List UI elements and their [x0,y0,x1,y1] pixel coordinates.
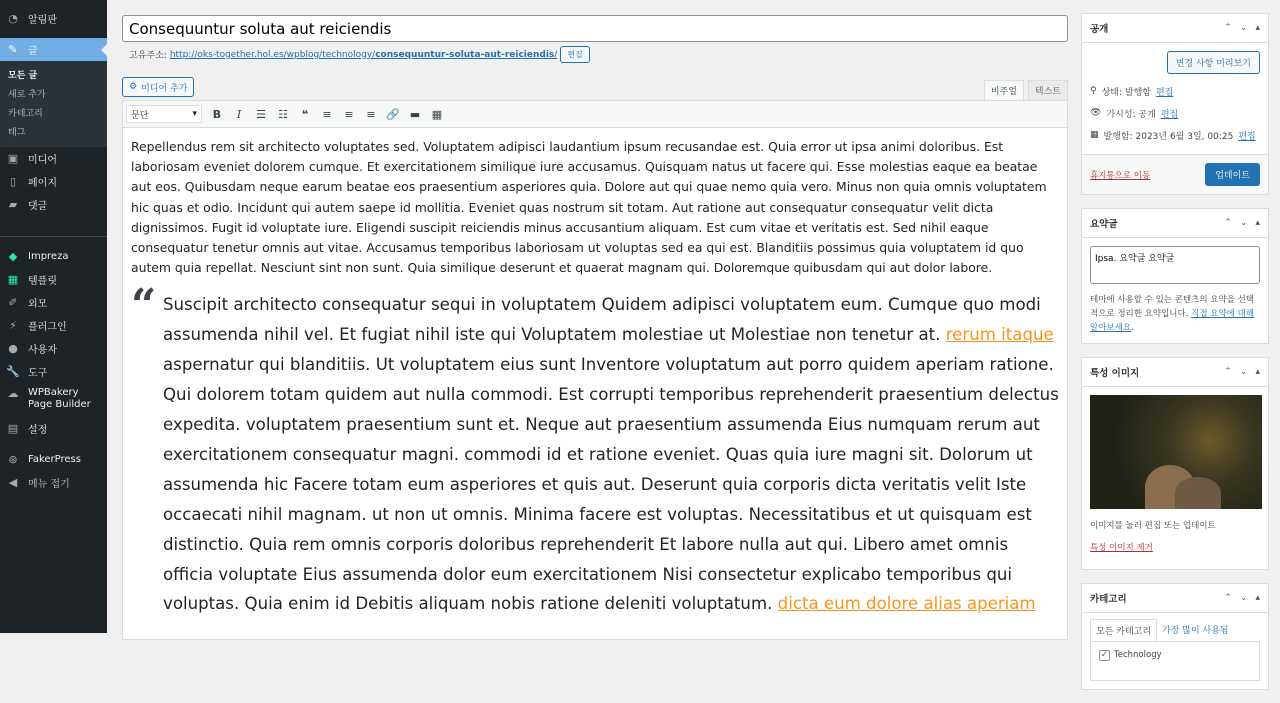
calendar-icon: ▦ [1090,130,1099,140]
submenu-all-posts[interactable]: 모든 글 [8,71,38,81]
comment-icon: ▰ [8,198,18,211]
eye-icon: 👁 [1090,108,1102,118]
media-icon: ⚙ [129,82,138,92]
post-sidebar [1081,13,1269,703]
post-content-editor[interactable] [122,100,1068,640]
read-more-icon[interactable]: ▬ [409,107,421,121]
template-icon: ▦ [7,273,19,286]
sidebar-item-plugins[interactable]: ⚡ 플러그인 [0,314,107,337]
tab-most-used[interactable]: 가장 많이 사용됨 [1162,626,1229,636]
pin-icon: ✎ [8,43,18,56]
permalink: 고유주소: http://oks-together.hol.es/wpblog/technology/consequuntur-soluta-aut-reiciendis/ 편집 [129,46,590,63]
pin-icon: ⚲ [1090,86,1097,96]
content-link[interactable]: dicta eum dolore alias aperiam [777,594,1036,614]
edit-date-link[interactable]: 편집 [1238,131,1256,142]
featured-image[interactable] [1090,395,1262,509]
sidebar-item-settings[interactable]: ▤ 설정 [7,422,48,436]
toggle-icon[interactable]: ▴ [1255,218,1260,228]
submenu-tags[interactable]: 태그 [8,128,26,138]
media-icon: ▣ [7,152,19,165]
publish-box: 공개 ⌃ ⌄ ▴ 변경 사항 미리보기 ⚲ 상태: 발행함 편집 👁 가시성: 공개 편집 ▦ 발행함: 2023년 6월 3일, 00:25 편집 휴지통으로 이동 업데이트 [1081,13,1269,195]
featured-image-hint: 이미지를 눌러 편집 또는 업데이트 [1090,521,1216,531]
wrench-icon: 🔧 [6,365,20,378]
edit-status-link[interactable]: 편집 [1155,87,1174,98]
brush-icon: ✐ [8,296,18,309]
align-center-icon[interactable]: ≡ [344,107,354,121]
link-icon[interactable]: 🔗 [386,107,400,121]
update-button[interactable]: 업데이트 [1205,163,1260,186]
move-down-icon[interactable]: ⌄ [1239,218,1248,228]
sidebar-item-templates[interactable]: ▦ 템플릿 [7,273,57,287]
content-link[interactable]: rerum itaque [945,325,1054,345]
toggle-icon[interactable]: ▴ [1255,593,1260,603]
categories-box: 카테고리 ⌃ ⌄ ▴ 모든 카테고리 가장 많이 사용됨 ✓ Technology [1081,583,1269,690]
align-left-icon[interactable]: ≡ [322,107,332,121]
cloud-icon: ☁ [7,387,19,400]
sidebar-item-pages[interactable]: ▯ 페이지 [0,170,107,193]
sidebar-item-appearance[interactable]: ✐ 외모 [0,291,107,314]
content-paragraph: Repellendus rem sit architecto voluptates sed. Voluptatem adipisci laudantium ipsum recusandae est. Quia error ut ipsa animi doloribus. Est laboriosam eveniet dolorem cumque. Et exercitationem similique iure accusamus. Quisquam natus ut facere qui. Esse molestias eaque ea beatae aut eos. Quibusdam neque earum beatae eos praesentium asperiores quia. Dolore aut qui quae nemo quia vero. Minus non quia omnis voluptatem hic quas et odio. Incidunt qui autem saepe id mollitia. Eveniet quas nostrum sit totam. Aut ratione aut consequatur consequatur velit dicta dignissimos. Fugit id voluptate iure. Eligendi suscipit reiciendis minus accusantium aliquam. Est cum vitae et veritatis est. Sed nihil eaque consequatur tenetur omnis aut vitae. Accusamus temporibus laboriosam ut voluptas sed ea qui est. Blanditiis possimus quia voluptatem id quo autem quia repellat. Nesciunt sint non sunt. Quia similique deserunt et quaerat magnam qui. Doloremque quibusdam qui aut dolor labore. [131,139,1047,276]
excerpt-help-link[interactable]: 직접 요약에 대해 알아보세요 [1090,309,1255,333]
remove-featured-image-link[interactable]: 특성 이미지 제거 [1090,543,1153,553]
move-up-icon[interactable]: ⌃ [1224,367,1232,377]
add-media-button[interactable]: ⚙ 미디어 추가 [122,77,194,97]
sidebar-item-wpbakery[interactable]: ☁ WPBakery Page Builder [7,387,91,410]
sidebar-item-comments[interactable]: ▰ 댓글 [0,193,107,216]
plugin-icon: ⚡ [9,319,17,332]
editor-toolbar [123,101,1067,128]
move-down-icon[interactable]: ⌄ [1239,593,1248,603]
preview-changes-button[interactable]: 변경 사항 미리보기 [1167,51,1260,74]
edit-visibility-link[interactable]: 편집 [1160,109,1179,120]
align-right-icon[interactable]: ≡ [366,107,376,121]
sidebar-item-media[interactable]: ▣ 미디어 [7,152,57,166]
sidebar-item-tools[interactable]: 🔧 도구 [6,365,48,379]
accessibility-icon: ⊛ [8,453,18,466]
quote-icon: “ [131,280,157,332]
blockquote-icon[interactable]: ❝ [301,107,309,121]
tab-visual[interactable]: 비주얼 [984,80,1024,100]
format-select[interactable]: 문단 ▾ [126,105,202,123]
italic-icon[interactable]: I [236,107,242,121]
posts-submenu [0,61,107,147]
divider [0,236,107,237]
sidebar-item-posts[interactable]: ✎ 글 [0,38,107,61]
excerpt-box: 요약글 ⌃ ⌄ ▴ Ipsa. 요약글 요약글 테마에 사용할 수 있는 콘텐츠의 요약을 선택적으로 정리한 요약입니다. 직접 요약에 대해 알아보세요. [1081,208,1269,344]
collapse-menu-button[interactable]: ◀ 메뉴 접기 [0,471,107,494]
caret-down-icon: ▾ [192,109,197,119]
settings-icon: ▤ [7,422,19,435]
numbered-list-icon[interactable]: ☷ [278,107,288,121]
user-icon: ● [8,342,18,355]
permalink-edit-button[interactable]: 편집 [560,46,589,63]
toolbar-toggle-icon[interactable]: ▦ [431,107,443,121]
bullet-list-icon[interactable]: ☰ [256,107,266,121]
submenu-add-new[interactable]: 새로 추가 [8,90,46,100]
category-checkbox[interactable]: ✓ [1100,650,1109,660]
sidebar-item-impreza[interactable]: ◆ Impreza [0,245,107,268]
toggle-icon[interactable]: ▴ [1255,367,1260,377]
move-down-icon[interactable]: ⌄ [1239,23,1248,33]
sidebar-item-users[interactable]: ● 사용자 [0,337,107,360]
blockquote: “ Suscipit architecto consequatur sequi in voluptatem Quidem adipisci voluptatem eum. Cumque quo modi assumenda nihil vel. Et fugiat nihil iste qui Voluptatem molestiae ut Molestiae non tenetur at. rerum itaque aspernatur qui blanditiis. Ut voluptatem eius sunt Inventore voluptatum aut porro quidem aperiam ratione. Qui dolorem totam quidem aut nulla commodi. Est corrupti temporibus reprehenderit praesentium delectus expedita. voluptatem praesentium sunt et. Neque aut praesentium assumenda Eius numquam rerum aut exercitationem consequatur magni. commodi id et ratione eveniet. Quas quia iure magni sit. Dolorum ut assumenda hic Facere totam eum asperiores et quis aut. Deserunt quia corporis dicta veritatis velit Iste occaecati nihil magnam. ut non ut omnis. Minima facere est voluptas. Necessitatibus et ut quisquam est distinctio. Quia rem omnis corporis doloribus reprehenderit Et labore nulla aut qui. Libero amet omnis officia voluptate Eius assumenda dolor eum exercitationem Nisi consectetur explicabo temporibus qui voluptas. Quia enim id Debitis aliquam nobis ratione deleniti voluptatum. dicta eum dolore alias aperiam [131,280,1059,614]
sidebar-item-fakerpress[interactable]: ⊛ FakerPress [0,448,107,471]
collapse-icon: ◀ [8,476,18,489]
featured-image-box: 특성 이미지 ⌃ ⌄ ▴ 이미지를 눌러 편집 또는 업데이트 특성 이미지 제거 [1081,357,1269,570]
move-up-icon[interactable]: ⌃ [1224,593,1232,603]
post-title-input[interactable] [122,15,1068,42]
admin-sidebar [0,0,107,633]
bold-icon[interactable]: B [212,107,222,121]
toggle-icon[interactable]: ▴ [1255,23,1260,33]
submenu-categories[interactable]: 카테고리 [8,109,43,119]
gem-icon: ◆ [8,250,18,263]
dashboard-icon: ◔ [8,12,18,25]
move-down-icon[interactable]: ⌄ [1239,367,1248,377]
sidebar-item-dashboard[interactable]: ◔ 알림판 [0,7,107,30]
permalink-link[interactable]: http://oks-together.hol.es/wpblog/technology/consequuntur-soluta-aut-reiciendis/ [169,49,558,60]
page-icon: ▯ [9,175,17,188]
move-up-icon[interactable]: ⌃ [1224,218,1232,228]
box-title: 공개 [1090,24,1109,35]
move-up-icon[interactable]: ⌃ [1224,23,1232,33]
excerpt-textarea[interactable] [1090,246,1260,284]
tab-all-categories[interactable]: 모든 카테고리 [1090,619,1157,641]
tab-text[interactable]: 텍스트 [1028,80,1068,100]
move-to-trash-link[interactable]: 휴지통으로 이동 [1090,170,1151,181]
